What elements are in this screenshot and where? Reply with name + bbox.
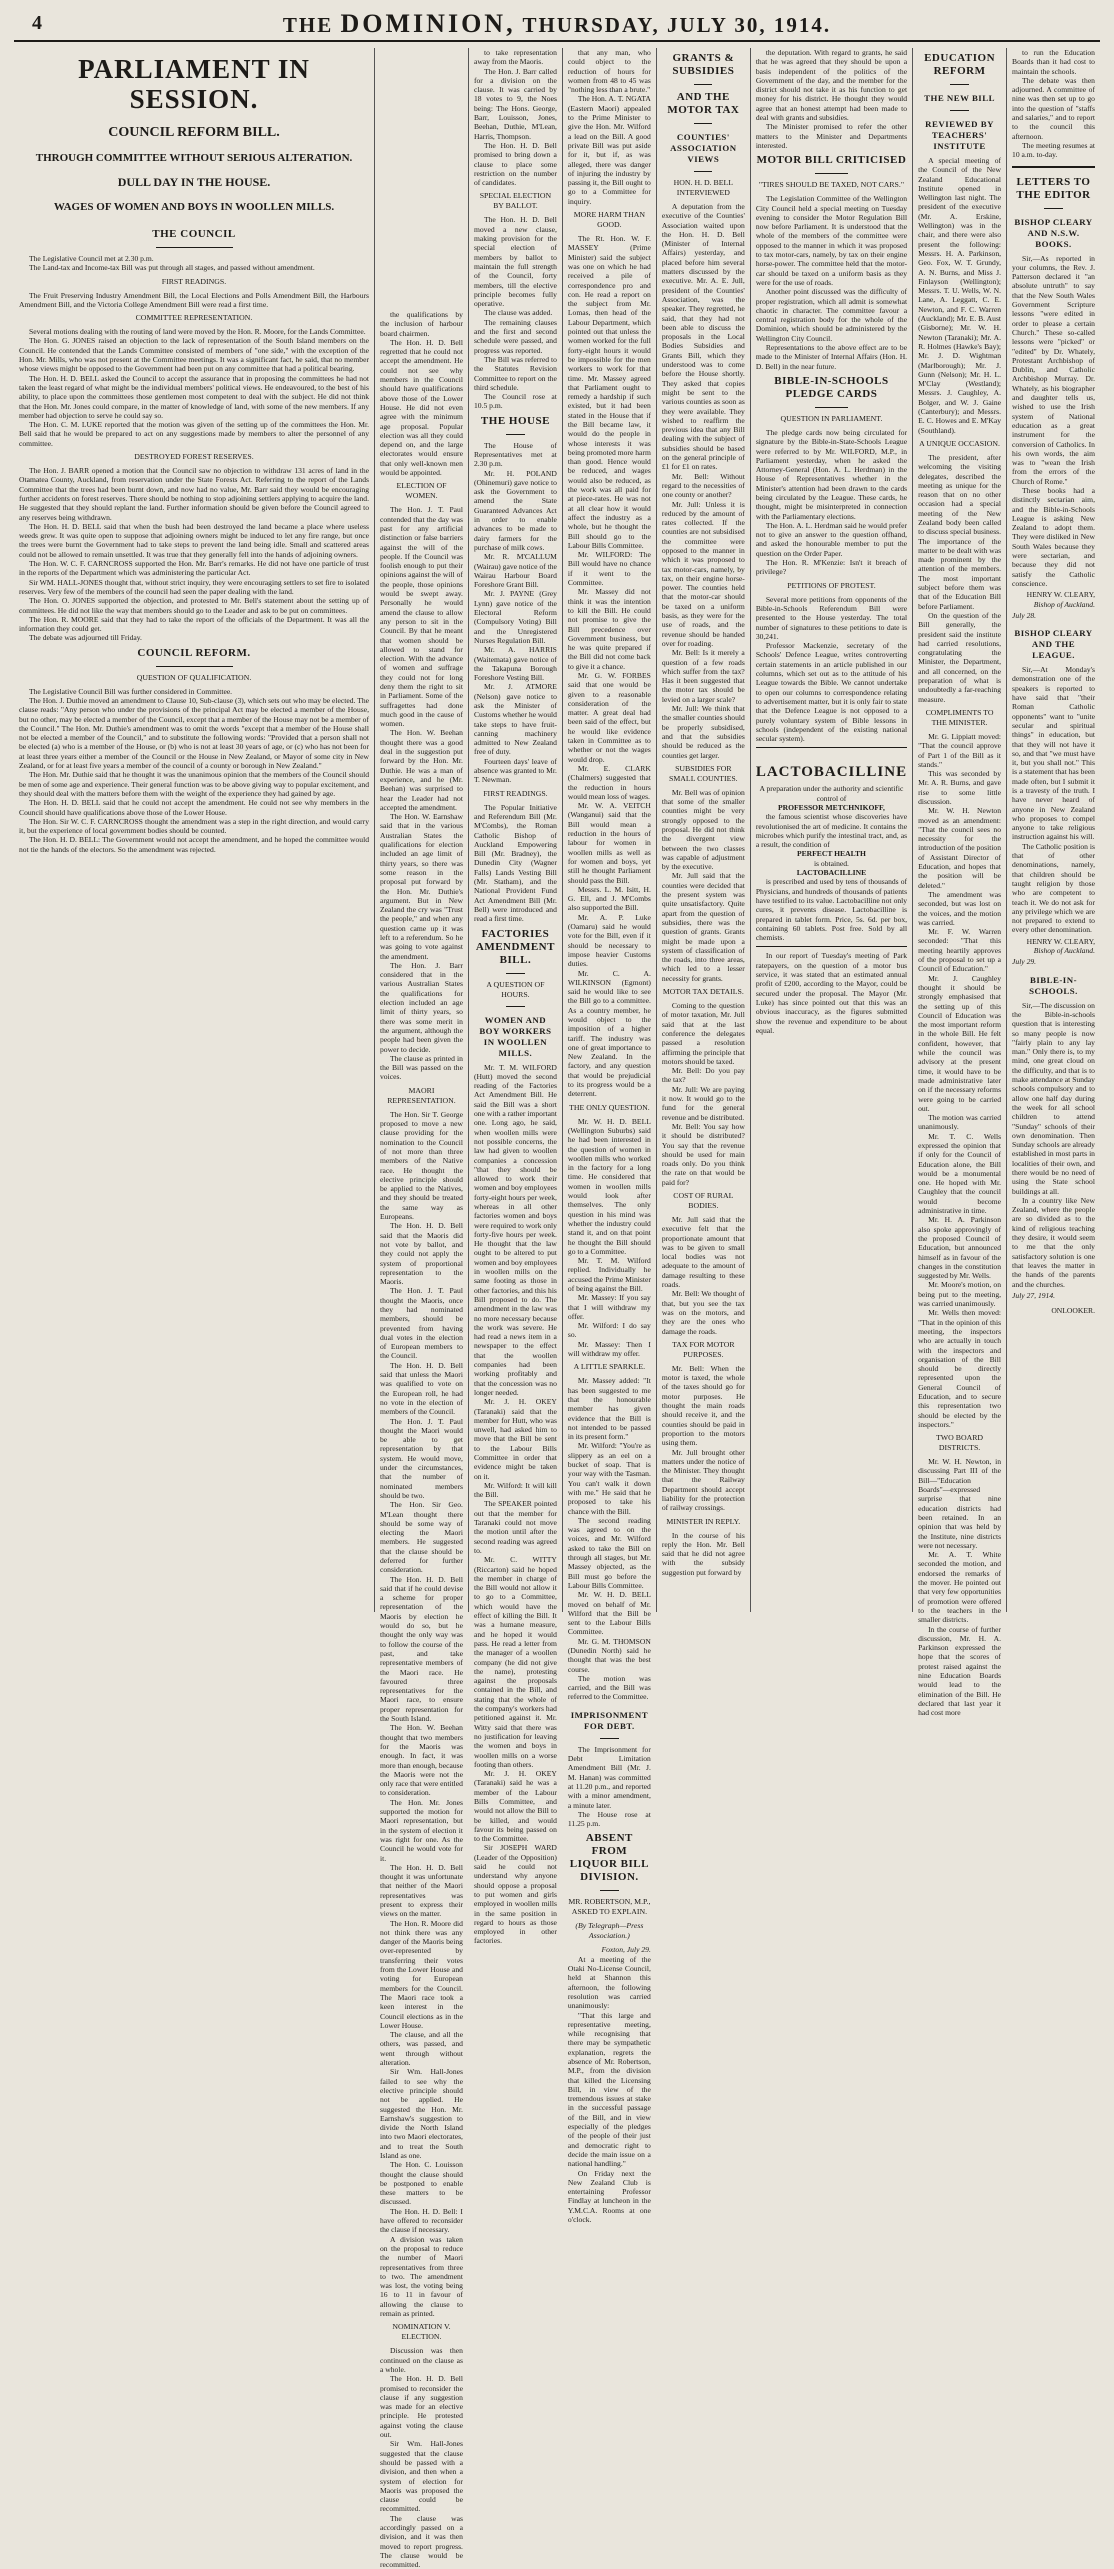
paragraph: The Popular Initiative and Referendum Bill (Mr. M'Combs), the Roman Catholic Bishop of Auckland Empowering Bill (Mr. Bradney), the Dunedin City (Wagner Falls) Lands Vesting Bill (Mr. Statham), and the National Provident Fund Act Amendment Bill (Mr. Bell) were introduced and read a first time.: [473, 802, 557, 924]
subhead-only-question: THE ONLY QUESTION.: [569, 1102, 650, 1112]
column-3: [469, 48, 563, 1946]
paragraph: Mr. Moore's motion, on being put to the meeting, was carried unanimously.: [918, 1280, 1002, 1309]
paragraph: Mr. Bell: Is it merely a question of a few roads which suffer from the tax? Has it been suggested that the motor tax should be levied on a larger scale?: [661, 648, 745, 704]
paragraph: Mr. Wells then moved: "That in the opinion of this meeting, the inspectors who are actually in touch with the inspectors and organisation of the Bill should be directly represented upon the General Council of Education, and to secure this representation two should be elected by the inspectors.": [918, 1308, 1002, 1429]
paragraph: Mr. Massey did not think it was the intention to kill the Bill. He could not promise to give the Bill precedence over Government business, but he was quite prepared if the Bill did not come back to give it a chance.: [567, 587, 651, 671]
paragraph: Sir Wm. Hall-Jones failed to see why the elective principle should not be applied. He suggested the Hon. Mr. Earnshaw's suggestion to divide the North Island into two Maori electorates, and to treat the South Island as one.: [380, 2067, 463, 2160]
divider: [815, 407, 848, 408]
subhead-maori-representation: MAORI REPRESENTATION.: [387, 1085, 456, 1105]
letter-2-heading: BISHOP CLEARY AND THE LEAGUE.: [1014, 628, 1093, 661]
paragraph: to take representation away from the Maoris.: [473, 48, 557, 67]
paragraph: The Hon. H. D. BELL said that when the bush had been destroyed the land became a place where useless weeds grew. It was quite open to suppose that adjoining owners might be induced to let any fire range, but once the trees were burnt the Government had to take steps to prevent the land being idle. Small and scattered areas could not be allowed to remain unsettled. It was true that they generally fell into the hands of adjoining owners.: [19, 521, 369, 559]
subhead-question-parliament: QUESTION IN PARLIAMENT.: [780, 413, 883, 423]
paragraph: Several motions dealing with the routing of land were moved by the Hon. R. Moore, for the Lands Committee.: [29, 327, 366, 337]
page-number: 4: [32, 12, 42, 34]
banner-spacer: [380, 48, 463, 310]
paragraph: The Hon. H. D. Bell regretted that he could not accept the amendment. He could not see why members in the Council should have qualifications above those of the Lower House. He did not even agree with the minimum age proposal. Popular election was all they could depend on, and the large electorates would ensure that only well-known men would be appointed.: [380, 337, 463, 478]
letter-text: As reported in your columns, the Rev. J. Patterson declared it "an absolute untruth" to say that the New South Wales Government Scripture lessons "were edited in order to please a certain Church." These so-called lessons were "picked" or "edited" by Dr. Whately, Protestant Archbishop of Dublin, and Catholic Archbishop Murray. Dr. Whately, as his biographer and daughter tells us, wished to use the Irish system of National education as a great instrument for the conversion of Catholics. In his own words, the aim was to "wean the Irish from the errors of the Church of Rome.": [1012, 253, 1095, 486]
paragraph: The Hon. R. MOORE said that they had to take the report of the officials of the Department. It was all the information they could get.: [19, 614, 369, 634]
subhead-motor-purposes: TAX FOR MOTOR PURPOSES.: [672, 1339, 735, 1359]
paragraph: Mr. J. PAYNE (Grey Lynn) gave notice of the Electoral Reform (Compulsory Voting) Bill and the Unregistered Nurses Regulation Bill.: [473, 589, 557, 645]
divider: [694, 84, 712, 85]
paragraph: Mr. Bell: Without regard to the necessities of one county or another?: [661, 471, 745, 500]
paragraph: The Rt. Hon. W. F. MASSEY (Prime Minister) said the subject was one on which he had received a pile of correspondence pro and con. He read a report on the subject from Mr. Lomas, then head of the Labour Department, which pointed out that unless the women worked for the full forty-eight hours it would be impossible for the men workers to work for that time. Mr. Massey agreed that Parliament ought to remedy a hardship if such existed, but it had been stated in the House that if the Bill became law, it would do the people in whose interests it was being promoted more harm than good. Hence would be reduced, and wages would also be reduced, as the work was all paid for at piece-rates. He was not at all clear how it would affect the industry as a whole, but he thought the Bill should go to the Labour Bills Committee.: [567, 234, 651, 550]
paragraph: The House of Representatives met at 2.30 p.m.: [473, 440, 557, 469]
paragraph: The Hon. J. Barr called for a division on the clause. It was carried by 18 votes to 9, the Noes being: The Hons. George, Barr, Louisson, Jones, Beehan, Duthie, M'Lean, Harris, Thompson.: [473, 66, 557, 141]
paragraph: Mr. R. M'CALLUM (Wairau) gave notice of the Wairau Harbour Board Foreshore Grant Bill.: [473, 552, 557, 590]
signature-title: Bishop of Auckland.: [1033, 599, 1095, 609]
paragraph: The Catholic position is that of other denominations, namely, that children should be taught religion by those who are competent to teach it. We do not ask for any privilege which we are not prepared to extend to every other denomination.: [1012, 841, 1095, 935]
column-8: [1007, 48, 1100, 1612]
council-reform-headline: COUNCIL REFORM BILL.: [108, 125, 280, 140]
ad-text: LACTOBACILLINE: [796, 868, 867, 878]
paragraph: The Hon. H. D. Bell said that unless the Maori was qualified to vote on the European roll, he had no vote in the election of members of the Council.: [380, 1360, 463, 1417]
ad-title: LACTOBACILLINE: [755, 764, 908, 781]
section-new-bill: THE NEW BILL: [924, 93, 995, 103]
letter-salutation: [1012, 254, 1095, 486]
letter-date: July 27, 1914.: [1012, 1290, 1056, 1300]
paragraph: Sir JOSEPH WARD (Leader of the Opposition) said he could not understand why anyone should oppose a proposal to put women and girls employed in woollen mills in the same position in regard to hours as those employed in other factories.: [473, 1843, 557, 1946]
paragraph: The Hon. H. D. Bell promised to reconsider the clause if any suggestion was made for an elective principle. He protested against voting the clause out.: [380, 2374, 463, 2440]
paragraph: The Hon. C. M. LUKE reported that the motion was given of the setting up of the committees the Hon. Mr. Bell said that he would be prepared to act on any suggestions made by members to alter the personnel of any committee.: [19, 420, 369, 448]
paragraph: Sir,—At Monday's demonstration one of the speakers is reported to have said that "their Roman Catholic opponents" want to "unite secular and spiritual things" in education, but that they will not have it so, and that "we must have it, but you shall not." This is a statement that has been made often, but I submit it is a travesty of the truth. I have never heard of anyone in New Zealand who proposes to compel anyone to take religious instruction against his will.: [1012, 665, 1095, 842]
paragraph: The Bill was referred to the Statutes Revision Committee to report on the third schedule.: [473, 354, 557, 392]
subhead-tires-taxed: "TIRES SHOULD BE TAXED, NOT CARS.": [758, 180, 905, 190]
paragraph: Messrs. L. M. Isitt, H. G. Ell, and J. M'Combs also supported the Bill.: [567, 884, 651, 913]
paragraph: Mr. Bell: When the motor is taxed, the whole of the taxes should go for motor purposes. He thought the main roads should receive it, and the counties should be paid in proportion to the motors using them.: [661, 1363, 745, 1448]
paragraph: Mr. T. M. WILFORD (Hutt) moved the second reading of the Factories Act Amendment Bill. He said the Bill was a short one with a rather important one. Long ago, he said, when woollen mills were not possible concerns, the law had given to woollen companies a concession "that they should be allowed to work their women and boy employees forty-eight hours per week, whereas in all other factories women and boys were required to work only forty-five hours per week. He thought that the law ought to be altered to put women and boy employees in woollen mills on the same footing as those in other factories, and this his Bill proposed to do. The amendment in the law was no more necessary because the work was severe. He had read a news item in a newspaper to the effect that the woollen companies had been working profitably and that the concession was no longer needed.: [473, 1062, 557, 1397]
paragraph: In the course of his reply the Hon. Mr. Bell said that he did not agree with the subsidy suggestion put forward by: [661, 1530, 745, 1577]
section-letters-editor: LETTERS TO THE EDITOR: [1016, 175, 1091, 201]
paragraph: The motion was carried unanimously.: [918, 1113, 1002, 1132]
section-imprisonment-debt: IMPRISONMENT FOR DEBT.: [570, 1709, 649, 1731]
paragraph: The meeting resumes at 10 a.m. to-day.: [1012, 140, 1095, 160]
paragraph: Mr. W. H. D. BELL (Wellington Suburbs) said he had been interested in the question of women in woollen mills who worked in the factory for a long time. He considered that women in woollen mills would look after themselves. The only question in his mind was whether the industry could stand it, and on that point he thought the Bill should go to a Committee.: [567, 1116, 651, 1256]
paragraph: The Hon. W. C. F. CARNCROSS supported the Hon. Mr. Barr's remarks. He did not have one particle of trust in the reports of the Department which was administering the particular Act.: [19, 559, 369, 578]
paragraph: The debate was then adjourned. A committee of nine was then set up to go into the question of "staffs and salaries," and to report to the council this afternoon.: [1012, 75, 1095, 141]
paragraph: Mr. J. ATMORE (Nelson) gave notice to ask the Minister of Customs whether he would take steps to have fruit-canning machinery admitted to New Zealand free of duty.: [473, 682, 557, 757]
paragraph: The Hon. H. D. BELL said that he could not accept the amendment. He could not see why members in the Council should have qualifications above those of the Lower House.: [19, 798, 369, 817]
paragraph: At a meeting of the Otaki No-License Council, held at Shannon this afternoon, the following resolution was carried unanimously:: [567, 1954, 651, 2011]
paragraph: This was seconded by Mr. A. R. Burns, and gave rise to some little discussion.: [918, 769, 1002, 806]
paragraph: The Land-tax and Income-tax Bill was put through all stages, and passed without amendment.: [29, 263, 315, 273]
letter-1-heading: BISHOP CLEARY AND N.S.W. BOOKS.: [1014, 216, 1093, 249]
letters-section: [1012, 166, 1095, 1316]
dull-day-headline: DULL DAY IN THE HOUSE.: [117, 175, 271, 189]
paragraph: The Hon. R. Moore did not think there was any danger of the Maoris being over-represented by transferring their votes from the Lower House and voting for European members for the Council. The Maori race took a keen interest in the Council elections as in the Lower House.: [380, 1918, 463, 2030]
divider: [1044, 208, 1062, 209]
divider: [506, 973, 524, 974]
paragraph: The Hon. J. T. Paul thought the Maoris, once they had nominated members, should be prevented from having dual votes in the election of European members to the Council.: [380, 1286, 463, 1361]
masthead-title: [283, 9, 831, 39]
paragraph: The remaining clauses and the first and second schedule were passed, and progress was reported.: [473, 317, 557, 355]
paragraph: Mr. A. HARRIS (Waitemata) gave notice of the Takapuna Borough Foreshore Vesting Bill.: [473, 645, 557, 683]
paragraph: The Hon. Mr. Jones supported the motion for Maori representation, but in the system of election it was right for one. As the Council he would vote for it.: [380, 1797, 463, 1863]
masthead-date: THURSDAY, JULY 30, 1914.: [522, 13, 832, 37]
paragraph: The amendment was seconded, but was lost on the voices, and the motion was carried.: [918, 889, 1002, 927]
paragraph: Mr. J. Caughley thought it should be strongly emphasised that the setting up of this Council of Education was the most important reform in the whole Bill. He felt confident, however, that while the council was advisory at the present time, it would have to be made administrative later on if the necessary reforms were going to be carried out.: [918, 973, 1002, 1113]
paragraph: Mr. Jull said that the counties were decided that the present system was quite unsatisfactory. Quite apart from the question of subsidies, there was the question of grants. Grants might be made upon a system of classification of the roads, into three areas, which led to a lesser necessity for grants.: [661, 871, 745, 983]
paragraph: The clause as printed in the Bill was passed on the voices.: [380, 1053, 463, 1082]
paragraph: The Hon. J. Duthie moved an amendment to Clause 10, Sub-clause (3), which sets out who may be elected. The clause reads: "Any person who under the provisions of the principal Act may be elected a member of the House, but no other, may be elected a member of the Council, except that a member of the House may not be a member of the Council." The Hon. Mr. Duthie's amendment was to omit the words "except that a member of the House shall not be elected a member of the Council," and to substitute the following words: "Provided that a person shall not be elected (a) who is a member of the House, or (b) who is not at least 30 years of age, or (c) who has not been for at least three years either a member of the Council or the House in New Zealand, or Mayor of some city in New Zealand, or for at least five years a member of the council of a county or borough in New Zealand.": [19, 695, 369, 771]
paragraph: Mr. Wilford: I do say so.: [567, 1321, 651, 1340]
paragraph: Mr. Massey: If you say that I will withdraw my offer.: [567, 1293, 651, 1321]
paragraph: The Hon. H. D. Bell said that if he could devise a scheme for proper representation of the Maoris by election he would do so, but he thought the only way was to follow the course of the past, and take representative members of the Maori race. He favoured three representatives for the Maori race, to ensure proper representation for the South Island.: [380, 1574, 463, 1724]
paragraph: Sir Wm. Hall-Jones suggested that the clause should be passed with a division, and then when a system of election for Maoris was proposed the clause could be recommitted.: [380, 2439, 463, 2514]
paragraph: Mr. H. POLAND (Ohinemuri) gave notice to ask the Government to amend the State Guaranteed Advances Act in order to enable advances to be made to dairy farmers for the purchase of milk cows.: [473, 468, 557, 552]
divider: [156, 247, 233, 248]
paragraph: The Hon. H. D. BELL: The Government would not accept the amendment, and he hoped the committee would not tie the hands of the electors. So the amendment was rejected.: [19, 835, 369, 854]
divider: [694, 123, 712, 124]
divider: [156, 666, 233, 667]
paragraph: The Hon. J. Barr considered that in the various Australian States the qualifications for election included an age limit of thirty years, so there was some merit in the argument, although the people had been given the power to decide.: [380, 960, 463, 1054]
paragraph: The Fruit Preserving Industry Amendment Bill, the Local Elections and Polls Amendment Bill, the Harbours Amendment Bill, and the Victoria College Amendment Bill were read a first time.: [19, 290, 369, 309]
subhead-destroyed-forest: DESTROYED FOREST RESERVES.: [134, 452, 254, 462]
letter-date: July 29.: [1012, 957, 1037, 967]
paragraph: Mr. W. A. VEITCH (Wanganui) said that the Bill would mean a reduction in the hours of labour for women in woollen mills as well as for women and boys, yet still he thought Parliament should pass the Bill.: [567, 801, 651, 885]
paragraph: The clause was accordingly passed on a division, and it was then moved to report progress. The clause would be recommitted.: [380, 2513, 463, 2569]
paragraph: The second reading was agreed to on the voices, and Mr. Wilford asked to take the Bill on through all stages, but Mr. Massey objected, as the Bill must go before the Labour Bills Committee.: [567, 1515, 651, 1590]
paragraph: The Hon. W. Earnshaw said that in the various Australian States the qualifications for election included an age limit of thirty years, so there was some reason in the proposal put forward by the Hon. Mr. Duthie's argument. But in New Zealand the cry was "Trust the people," and when any question came up it was left to a referendum. So he was going to vote against the amendment.: [380, 812, 463, 961]
paragraph: Mr. Bell was of opinion that some of the smaller counties might be very strongly opposed to the proposal. He did not think the divergent view between the two classes was capable of adjustment by the executive.: [661, 787, 745, 872]
paragraph: The Legislation Committee of the Wellington City Council held a special meeting on Tuesday evening to consider the Motor Regulation Bill now before Parliament. It is understood that the whole of the members of the committee were opposed to the manner in which it was proposed to tax motor-cars, namely, by tax on their engine horse-power. The committee held that the motor-car should be taxed on a uniform basis as they were for the use of roads.: [755, 194, 908, 287]
paragraph: The clause, and all the others, was passed, and went through without alteration.: [380, 2030, 463, 2068]
subhead-qualification: QUESTION OF QUALIFICATION.: [136, 672, 252, 682]
subhead-cost-rural-bodies: COST OF RURAL BODIES.: [673, 1190, 734, 1210]
paragraph: Sir,—The discussion on the Bible-in-schools question that is interesting so many people is now "fairly plain to any lay man." Only there is, to my mind, one great cloud on the difficulty, and that is to make attendance at Sunday schools compulsory and to allow one half day during the week for all school children to attend "Sunday" schools of their own denomination. Then Sunday schools are already established in most parts in localities of their own, and there would be no need of using the State school buildings at all.: [1012, 1000, 1095, 1196]
paragraph: Several more petitions from opponents of the Bible-in-Schools Referendum Bill were presented to the House yesterday. The total number of signatures to these petitions to date is 30,241.: [755, 594, 908, 641]
letter-date: July 28.: [1012, 610, 1037, 620]
section-the-council: THE COUNCIL: [152, 228, 236, 240]
paragraph: Professor Mackenzie, secretary of the Schools' Defence League, writes controverting certain statements in an article published in our columns, which set out as to the attitude of his League towards the Bible. We cannot undertake to open our columns to correspondence relating to advertisement matter, but it is only fair to state that the Defence League is not opposed to a purely voluntary system of Bible lessons in schools (independent of the existing national secular system).: [755, 641, 908, 744]
paragraph: A deputation from the executive of the Counties' Association waited upon the Hon. H. D. Bell (Minister of Internal Affairs) yesterday, and placed before him several matters discussed by the executive. Mr. A. E. Jull, president of the Counties' Association, was the speaker. They regretted, he said, that they had not been able to discuss the proposals in the Local Bodies Subsidies and Grants Bill, which they understood was to come before the House shortly. They asked that copies might be sent to the various counties as soon as they were available. They wished to reaffirm the previous idea that any Bill dealing with the subject of subsidies should be based on the general principle of £1 for £1 on rates.: [661, 202, 745, 472]
paragraph: Mr. H. A. Parkinson also spoke approvingly of the proposed Council of Education, but announced himself as in favour of the changes in the constitution suggested by Mr. Wells.: [918, 1215, 1002, 1281]
divider: [950, 110, 968, 111]
paragraph: Representations to the above effect are to be made to the Minister of Internal Affairs (Hon. H. D. Bell) in the near future.: [755, 343, 908, 371]
ad-text: PERFECT HEALTH: [796, 849, 866, 859]
paragraph: the deputation. With regard to grants, he said that he was agreed that they should be upon a basis independent of the politics of the Government of the day, and the member for the district should not take it as his function to get money for his district. He thought they would agree that an honest attempt had been made to deal with grants and subsidies.: [755, 48, 908, 123]
paragraph: The Hon. Sir Geo. M'Lean thought there should be some way of electing the Maori members. He suggested that the clause should be deferred for further consideration.: [380, 1500, 463, 1575]
paragraph: The Hon. G. JONES raised an objection to the lack of representation of the South Island members on the Council. He contended that the Lands Committee consisted of members of "one side," with the exception of the Hon. Mr. Mills, who was not present at the Committee meetings. It was a significant fact, he said, that no member whose views might be opposed to the Government had been put on any committee that had a political bearing.: [19, 336, 369, 374]
subhead-first-readings: FIRST READINGS.: [161, 276, 227, 286]
paragraph: Mr. Jull said that the executive felt that the proportionate amount that was to be given to small local bodies was not adequate to the amount of damage resulting to these roads.: [661, 1214, 745, 1290]
paragraph: On the question of the Bill generally, the president said the institute had carried resolutions, congratulating the Minister, the Department, and all concerned, on the preparation of what is undoubtedly a far-reaching measure.: [918, 610, 1002, 704]
paragraph: The Hon. H. D. BELL asked the Council to accept the assurance that in proposing the committees he had not taken the least regard of what might be the individual members' political views. He endeavoured, to the best of his ability, to place upon the committees those gentlemen most competent to deal with the subject. He did not think that the Hon. Mr. Jones could compare, in the matter of knowledge of land, with some of the new members. If any member had objection to serve he could say so.: [19, 373, 369, 420]
subhead-board-districts: TWO BOARD DISTRICTS.: [936, 1433, 984, 1453]
paragraph: Mr. T. C. Wells expressed the opinion that if only for the Council of Education alone, the Bill would be a monumental one. He hoped with Mr. Caughley that the council would become administrative in time.: [918, 1131, 1002, 1216]
paragraph: Another point discussed was the difficulty of proper registration, which all admit is somewhat chaotic in character. The committee favour a central registration body for the whole of the Dominion, which should be administered by the Wellington City Council.: [755, 287, 908, 343]
divider: [815, 173, 848, 174]
paragraph: The debate was adjourned till Friday.: [29, 633, 142, 643]
section-bible-pledge: BIBLE-IN-SCHOOLS PLEDGE CARDS: [774, 374, 889, 400]
paragraph: Sir WM. HALL-JONES thought that, without strict inquiry, they were encouraging settlers to set fire to isolated reserves. Very few of the members of the council had seen the paper dealing with the land.: [19, 577, 369, 596]
paragraph: Mr. G. W. FORBES said that one would be given to a reasonable consideration of the matter. A great deal had been said of the effect, but he would like evidence taken in Committee as to whether or not the wages would drop.: [567, 671, 651, 764]
paragraph: Mr. Jull: We think that the smaller counties should be properly subsidised, and that the subsidies should be reduced as the counties get larger.: [661, 704, 745, 760]
masthead-the: THE: [282, 13, 334, 37]
paragraph: A special meeting of the Council of the New Zealand Educational Institute opened in Wellington last night. The president of the executive (Mr. A. Erskine, Wellington) was in the chair, and there were also present the following: Messrs. H. A. Parkinson, Geo. Fox, W. T. Grundy, A. N. Burns, and Miss J. Finlayson (Wellington); Messrs. T. U. Wells, W. N. Lane, A. Leggatt, C. E. Newton, and F. C. Warren (Auckland); Mr. E. B. Aust (Gisborne); Mr. W. H. Newton (Taranaki); Mr. A. R. Holmes (Hawke's Bay); Mr. J. D. Wightman (Marlborough); Mr. J. Gunn (Nelson); Mr. H. L. M'Clay (Westland); Messrs. J. Caughley, A. Bolger, and W. J. Gaine (Canterbury); and Messrs. E. C. Howes and E. M'Kay (Southland).: [918, 156, 1002, 435]
paragraph: The Hon. O. JONES supported the objection, and protested to Mr. Bell's statement about the setting up of committees. He did not like the way that members should go to the Leader and ask to be put on committees.: [19, 596, 369, 615]
divider: [694, 171, 712, 172]
paragraph: In a country like New Zealand, where the people are so divided as to the kind of religious teaching they desire, it would seem to me that the only satisfactory solution is one that leaves the matter in the hands of the parents and the churches.: [1012, 1195, 1095, 1289]
paragraph: The Hon. H. D. Bell thought it was unfortunate that neither of the Maori representatives was present to express their views on the matter.: [380, 1862, 463, 1919]
section-motor-tax: AND THE MOTOR TAX: [667, 91, 740, 116]
paragraph: Mr. T. M. Wilford replied. Individually he accused the Prime Minister of being against the Bill.: [567, 1256, 651, 1293]
divider: [950, 84, 968, 85]
paragraph: Mr. F. W. Warren seconded: "That this meeting heartily approves of the proposal to set up a Council of Education.": [918, 927, 1002, 974]
paragraph: The Hon. Sir W. C. F. CARNCROSS thought the amendment was a step in the right direction, and would carry it, but the experience of local government bodies should be counted.: [19, 816, 369, 836]
divider: [506, 434, 524, 435]
columns: [14, 48, 1100, 2569]
section-grants-subsidies: GRANTS & SUBSIDIES: [672, 52, 735, 77]
masthead-paper-name: DOMINION,: [340, 9, 516, 38]
paragraph: Mr. Bell: You say how it should be distributed? You say that the revenue should be used for main roads only. Do you think the rate on that would be paid for?: [661, 1121, 745, 1187]
paragraph: Mr. A. P. Luke (Oamaru) said he would vote for the Bill, even if it should be necessary to impose heavier Customs duties.: [567, 912, 651, 969]
paragraph: Mr. Wilford: It will kill the Bill.: [473, 1480, 557, 1500]
subhead-robertson: MR. ROBERTSON, M.P., ASKED TO EXPLAIN.: [568, 1897, 651, 1917]
paragraph: the qualifications by the inclusion of harbour board chairmen.: [380, 310, 463, 338]
subhead-petitions-protest: PETITIONS OF PROTEST.: [787, 580, 876, 590]
paragraph: The Hon. H. D. Bell said that the Maoris did not vote by ballot, and they could not apply the system of proportional representation to the Maoris.: [380, 1221, 463, 1287]
masthead: [14, 8, 1100, 42]
paragraph: Mr. J. H. OKEY (Taranaki) said that the member for Hutt, who was unwell, had asked him to move that the Bill be sent to the Labour Bills Committee in order that evidence might be taken on it.: [473, 1397, 557, 1481]
paragraph: The Hon. Mr. Duthie said that he thought it was the unanimous opinion that the members of the Council should be men of some age and experience. Their general function was to be above giving way to popular excitement, and they should deal with the matters before them with the weight of the experience they had gained by age.: [19, 770, 369, 798]
paragraph: The Hon. J. BARR opened a motion that the Council saw no objection to withdraw 131 acres of land in the Otamatea County, Auckland, from reservation under the State Forests Act. Referring to the report of the Lands Committee that the trees had been burnt down, and now had no value, Mr. Barr said they would be encouraging further accidents on forest reserves. There should be nothing to stop adjoining settlers applying to acquire the land. He suggested that they should replant the land. Further information should be given before the Council agreed to any reserves being withdrawn.: [19, 466, 369, 522]
subhead-unique-occasion: A UNIQUE OCCASION.: [919, 438, 1000, 448]
subhead-more-harm: MORE HARM THAN GOOD.: [573, 210, 646, 230]
paragraph: Mr. G. M. THOMSON (Dunedin North) said he thought that was the best course.: [567, 1636, 651, 1674]
paragraph: "That this large and representative meeting, while recognising that there may be sympathetic explanation, regrets the absence of Mr. Robertson, M.P., from the division that killed the Licensing Bill, in view of the tremendous issues at stake in the successful passage of the Bill, and in view especially of the pledges of the people of their just and democratic right to decide the main issue on a national handling.": [567, 2010, 651, 2169]
paragraph: The Council rose at 10.5 p.m.: [473, 392, 557, 411]
paragraph: The Minister promised to refer the other matters to the Minister and Departments interested.: [755, 122, 908, 150]
paragraph: Mr. C. A. WILKINSON (Egmont) said he would like to see the Bill go to a committee. As a country member, he would object to the imposition of a higher tariff. The industry was one of great importance to New Zealand. In the factory, and any question that would be prejudicial to its progress would be a deterrent.: [567, 968, 651, 1099]
signature-title: Bishop of Auckland.: [1033, 946, 1095, 956]
divider: [600, 1738, 618, 1739]
paragraph: The Hon. J. T. Paul thought the Maori would be able to get representation by that system. He would move, under the circumstances, that the number of nominated members should be two.: [380, 1416, 463, 1500]
subhead-question-of-hours: A QUESTION OF HOURS.: [486, 979, 545, 999]
subhead-small-counties: SUBSIDIES FOR SMALL COUNTIES.: [669, 763, 738, 783]
column-1: [14, 48, 375, 1612]
paragraph: The Hon. A. L. Herdman said he would prefer not to give an answer to the question offhand, and asked the honourable member to put the question on the Order Paper.: [755, 520, 908, 558]
paragraph: The Hon. H. D. Bell moved a new clause, making provision for the special election of members by ballot to maintain the full strength of the Council, forty members, till the elective principle becomes fully operative.: [473, 215, 557, 309]
paragraph: Mr. C. WITTY (Riccarton) said he hoped the member in charge of the Bill would not allow it to go to a Committee, which would have the effect of killing the Bill. It was a humane measure, and he hoped it would pass. He read a letter from the manager of a woollen company (he did not give the name), protesting against the proposals contained in the Bill, and stating that the whole of the company's workers had petitioned against it. Mr. Witty said that there was no justification for leaving the women and boys in woollen mills on a worse footing than others.: [473, 1555, 557, 1769]
paragraph: In the course of further discussion, Mr. H. A. Parkinson expressed the hope that the scores of protest raised against the nine Education Boards would lead to the elimination of the Bill. He declared that last year it had cost more: [918, 1624, 1002, 1718]
paragraph: Mr. Jull: We are paying it now. It would go to the fund for the general revenue and be distributed.: [661, 1084, 745, 1122]
column-4: [563, 48, 657, 2225]
section-motor-bill: MOTOR BILL CRITICISED: [756, 154, 907, 167]
paragraph: The Hon. R. M'Kenzie: Isn't it breach of privilege?: [755, 558, 908, 577]
signature: HENRY W. CLEARY,: [1026, 590, 1095, 600]
signature: HENRY W. CLEARY,: [1026, 936, 1095, 946]
paragraph: Fourteen days' leave of absence was granted to Mr. T. Newman.: [473, 756, 557, 785]
paragraph: The Hon. Sir T. George proposed to move a new clause providing for the nomination to the Council of not more than three members of the Native race. He thought the elective principle should be applied to the Natives, and they should be treated the same way as Europeans.: [380, 1109, 463, 1222]
subhead-compliments: COMPLIMENTS TO THE MINISTER.: [925, 707, 994, 727]
dateline: Foxton, July 29.: [601, 1945, 651, 1955]
paragraph: The Hon. A. T. NGATA (Eastern Maori) appealed to the Prime Minister to give the Hon. Mr. Wilford a lead on the Bill. A good private Bill was put aside for it, but if, as was alleged, there was danger of injuring the industry by passing it, the Bill ought to go to a Committee for inquiry.: [567, 94, 651, 206]
paragraph: Mr. Bell: We thought of that, but you see the tax was on the motors, and they are the ones who damage the roads.: [661, 1289, 745, 1336]
paragraph: These books had a distinctly sectarian aim, and the Bible-in-Schools League is asking New Zealand to adopt them. They were disliked in New South Wales because they were sectarian, and because they did not satisfy the Catholic conscience.: [1012, 485, 1095, 588]
paragraph: Mr. Bell: Do you pay the tax?: [661, 1066, 745, 1085]
ad-text: is obtained.: [813, 858, 849, 868]
paragraph: Mr. Jull brought other matters under the notice of the Minister. They thought that the Railway Department should accept liability for the protection of railway crossings.: [661, 1447, 745, 1513]
subhead-nomination-election: NOMINATION V. ELECTION.: [392, 2322, 451, 2342]
paragraph: The Imprisonment for Debt Limitation Amendment Bill (Mr. J. M. Hanan) was committed at 11.20 p.m., and reported with a minor amendment, a minute later.: [567, 1744, 651, 1810]
paragraph: On Friday next the New Zealand Club is entertaining Professor Findlay at luncheon in the Y.M.C.A. Rooms at one o'clock.: [567, 2168, 651, 2225]
ad-text: is prescribed and used by tens of thousands of Physicians, and hundreds of thousands of patients have testified to its value. Lactobacilline not only cures, it prevents disease. Lactobacilline is prepared in tablet form. Price, 5s. 6d. per box, containing 60 tablets. Post free. Sold by all chemists.: [755, 877, 908, 943]
salutation: Sir,—: [1022, 253, 1041, 263]
paragraph: The SPEAKER pointed out that the member for Taranaki could not move the motion until after the second reading was agreed to.: [473, 1499, 557, 1555]
letter-3-heading: BIBLE-IN-SCHOOLS.: [1029, 974, 1078, 996]
paragraph: Mr. E. CLARK (Chalmers) suggested that the reduction in hours would mean loss of wages.: [567, 763, 651, 801]
paragraph: Mr. J. H. OKEY (Taranaki) said he was a member of the Labour Bills Committee, and would not allow the Bill to be killed, and would favour its being passed on to the Committee.: [473, 1769, 557, 1844]
ad-text: A preparation under the authority and scientific control of: [759, 784, 904, 803]
subhead-teachers-institute: REVIEWED BY TEACHERS' INSTITUTE: [925, 119, 994, 151]
subhead-first-readings: FIRST READINGS.: [483, 788, 548, 798]
paragraph: Mr. WILFORD: The Bill would have no chance if it went to the Committee.: [567, 550, 651, 588]
divider: [506, 1006, 524, 1007]
paragraph: that any man, who could object to the reduction of hours for women from 48 to 45 was "nothing less than a brute.": [567, 48, 651, 95]
byline: (By Telegraph—Press Association.): [575, 1921, 644, 1941]
ad-text: the famous scientist whose discoveries have revolutionised the art of medicine. It contains the microbes which purify the intestinal tract, and, as a result, the condition of: [755, 812, 908, 850]
paragraph: In our report of Tuesday's meeting of Park ratepayers, on the question of a motor bus service, it was stated that an estimated annual profit of £200, according to the Mayor, could be secured under the proposal. The Mayor (Mr. Luke) has since pointed out that this was an obvious inaccuracy, as the figures submitted show the revenue and expenditure to be about equal.: [755, 951, 908, 1035]
paragraph: The pledge cards now being circulated for signature by the Bible-in-State-Schools League were referred to by Mr. WILFORD, M.P., in Parliament yesterday, when he asked the Attorney-General (Hon. A. L. Herdman) in the House of Representatives whether in the Minister's attention had been drawn to the cards being circulated by the League. These cards, he thought, might be misinterpreted in connection with the Parliamentary elections.: [755, 427, 908, 521]
paragraph: to run the Education Boards than it had cost to maintain the schools.: [1012, 48, 1095, 76]
paragraph: A division was taken on the proposal to reduce the number of Maori representatives from three to two. The amendment was lost, the voting being 16 to 11 in favour of allowing the clause to remain as printed.: [380, 2234, 463, 2319]
paragraph: The Hon. C. Louisson thought the clause should be postponed to enable these matters to be discussed.: [380, 2160, 463, 2207]
paragraph: Mr. G. Lippiatt moved: "That the council approve of Part 1 of the Bill as it stands.": [918, 731, 1002, 769]
paragraph: The Hon. J. T. Paul contended that the day was past for any artificial distinction or false barriers against the will of the people. If the Council was foolish enough to put their opinions against the will of the people, those opinions would be swept away. Personally he would amend the clause to allow any person to sit in the Council. By that he meant that women should be allowed to stand for election. With the advance of women and suffrage they could not for long deny them the right to sit in Parliament. Some of the suffragettes had done much good in the cause of women.: [380, 505, 463, 729]
subhead-women-boy-workers: WOMEN AND BOY WORKERS IN WOOLLEN MILLS.: [479, 1014, 552, 1058]
signature: ONLOOKER.: [1051, 1306, 1095, 1316]
paragraph: The House rose at 11.25 p.m.: [567, 1809, 651, 1829]
paragraph: Mr. Massey: Then I will withdraw my offer.: [567, 1339, 651, 1359]
subhead-counties-views: COUNTIES' ASSOCIATION VIEWS: [670, 132, 737, 164]
subhead-minister-reply: MINISTER IN REPLY.: [666, 1516, 741, 1526]
paragraph: Mr. Jull: Unless it is reduced by the amount of rates collected. If the counties are not subsidised the committee were opposed to the manner in which it was proposed to tax motor-cars, namely, by tax, on their engine horse-power. The counties held that the motor-car should be taxed on a uniform basis, as they were for the use of roads, and the revenue should be handed over for roading.: [661, 499, 745, 648]
lactobacilline-advertisement: [756, 747, 907, 947]
subhead-committee-representation: COMMITTEE REPRESENTATION.: [135, 313, 253, 323]
paragraph: Mr. A. T. White seconded the motion, and endorsed the remarks of the mover. He pointed out that very few opportunities of promotion were offered to the teachers in the smaller districts.: [918, 1550, 1002, 1625]
paragraph: Mr. Massey added: "It has been suggested to me that the honourable member has given evidence that the Bill is not intended to be passed in its present form.": [567, 1376, 651, 1442]
paragraph: The Hon. H. D. Bell: I have offered to reconsider the clause if necessary.: [380, 2206, 463, 2235]
subhead-motor-tax-details: MOTOR TAX DETAILS.: [662, 987, 744, 997]
paragraph: Mr. W. H. D. BELL moved on behalf of Mr. Wilford that the Bill be sent to the Labour Bills Committee.: [567, 1590, 651, 1637]
paragraph: Discussion was then continued on the clause as a whole.: [380, 2346, 463, 2374]
parliament-banner: PARLIAMENT IN SESSION.: [78, 54, 310, 114]
paragraph: The Hon. W. Beehan thought that two members for the Maoris was enough. In fact, it was more than enough, because the Maoris were not the only race that were entitled to consideration.: [380, 1723, 463, 1798]
section-factories-bill: FACTORIES AMENDMENT BILL.: [475, 927, 555, 966]
column-6: [751, 48, 913, 1612]
paragraph: The motion was carried, and the Bill was referred to the Committee.: [567, 1673, 651, 1702]
committee-headline: THROUGH COMMITTEE WITHOUT SERIOUS ALTERATION.: [35, 152, 353, 164]
paragraph: Mr. Wilford: "You're as slippery as an eel on a bucket of soap. That is your way with the Tasman. You can't walk it down with me." He said that he proposed to take his chance with the Bill.: [567, 1441, 651, 1516]
wages-headline: WAGES OF WOMEN AND BOYS IN WOOLLEN MILLS.: [53, 201, 335, 213]
ad-text: PROFESSOR METCHNIKOFF,: [778, 803, 885, 812]
subhead-special-election: SPECIAL ELECTION BY BALLOT.: [479, 191, 552, 211]
paragraph: The president, after welcoming the visiting delegates, described the meeting as unique for the reason that on no other occasion had a special meeting of the New Zealand body been called to discuss special business. The importance of the matter to be dealt with was made prominent by the attention of the members. The most important subject before them was that of the Education Bill before Parliament.: [918, 452, 1002, 611]
section-the-house: THE HOUSE: [480, 414, 550, 427]
paragraph: The Hon. W. Beehan thought there was a good deal in the suggestion put forward by the Hon. Mr. Duthie. He was a man of experience, and he (Mr. Beehan) was surprised to hear the Leader had not accepted the amendment.: [380, 728, 463, 812]
column-2: [375, 48, 469, 2569]
paragraph: The clause was added.: [483, 308, 553, 318]
column-7: [913, 48, 1007, 1718]
section-education-reform: EDUCATION REFORM: [924, 52, 996, 77]
paragraph: Mr. W. H. Newton, in discussing Part III of the Bill—"Education Boards"—expressed surprise that nine education districts had been retained. In an opinion that was held by the Institute, nine districts were not necessary.: [918, 1457, 1002, 1550]
paragraph: The Legislative Council Bill was further considered in Committee.: [29, 686, 233, 696]
section-council-reform: COUNCIL REFORM.: [137, 646, 251, 659]
subhead-election-of-women: ELECTION OF WOMEN.: [396, 481, 447, 501]
subhead-little-sparkle: A LITTLE SPARKLE.: [573, 1362, 646, 1372]
paragraph: The Legislative Council met at 2.30 p.m.: [29, 254, 154, 263]
column-5: [657, 48, 751, 1612]
paragraph: The Hon. H. D. Bell promised to bring down a clause to place some restriction on the number of candidates.: [473, 140, 557, 188]
section-absent-liquor: ABSENT FROM LIQUOR BILL DIVISION.: [569, 1832, 649, 1884]
subhead-bell-interviewed: HON. H. D. BELL INTERVIEWED: [673, 178, 733, 197]
divider: [600, 1890, 618, 1891]
paragraph: Mr. W. H. Newton moved as an amendment: "That the council sees no necessity for the introduction of the position of Assistant Director of Education, and hopes that the position will be deleted.": [918, 806, 1002, 890]
paragraph: Coming to the question of motor taxation, Mr. Jull said that at the last conference the delegates passed a resolution affirming the principle that motors should be taxed.: [661, 1001, 745, 1066]
